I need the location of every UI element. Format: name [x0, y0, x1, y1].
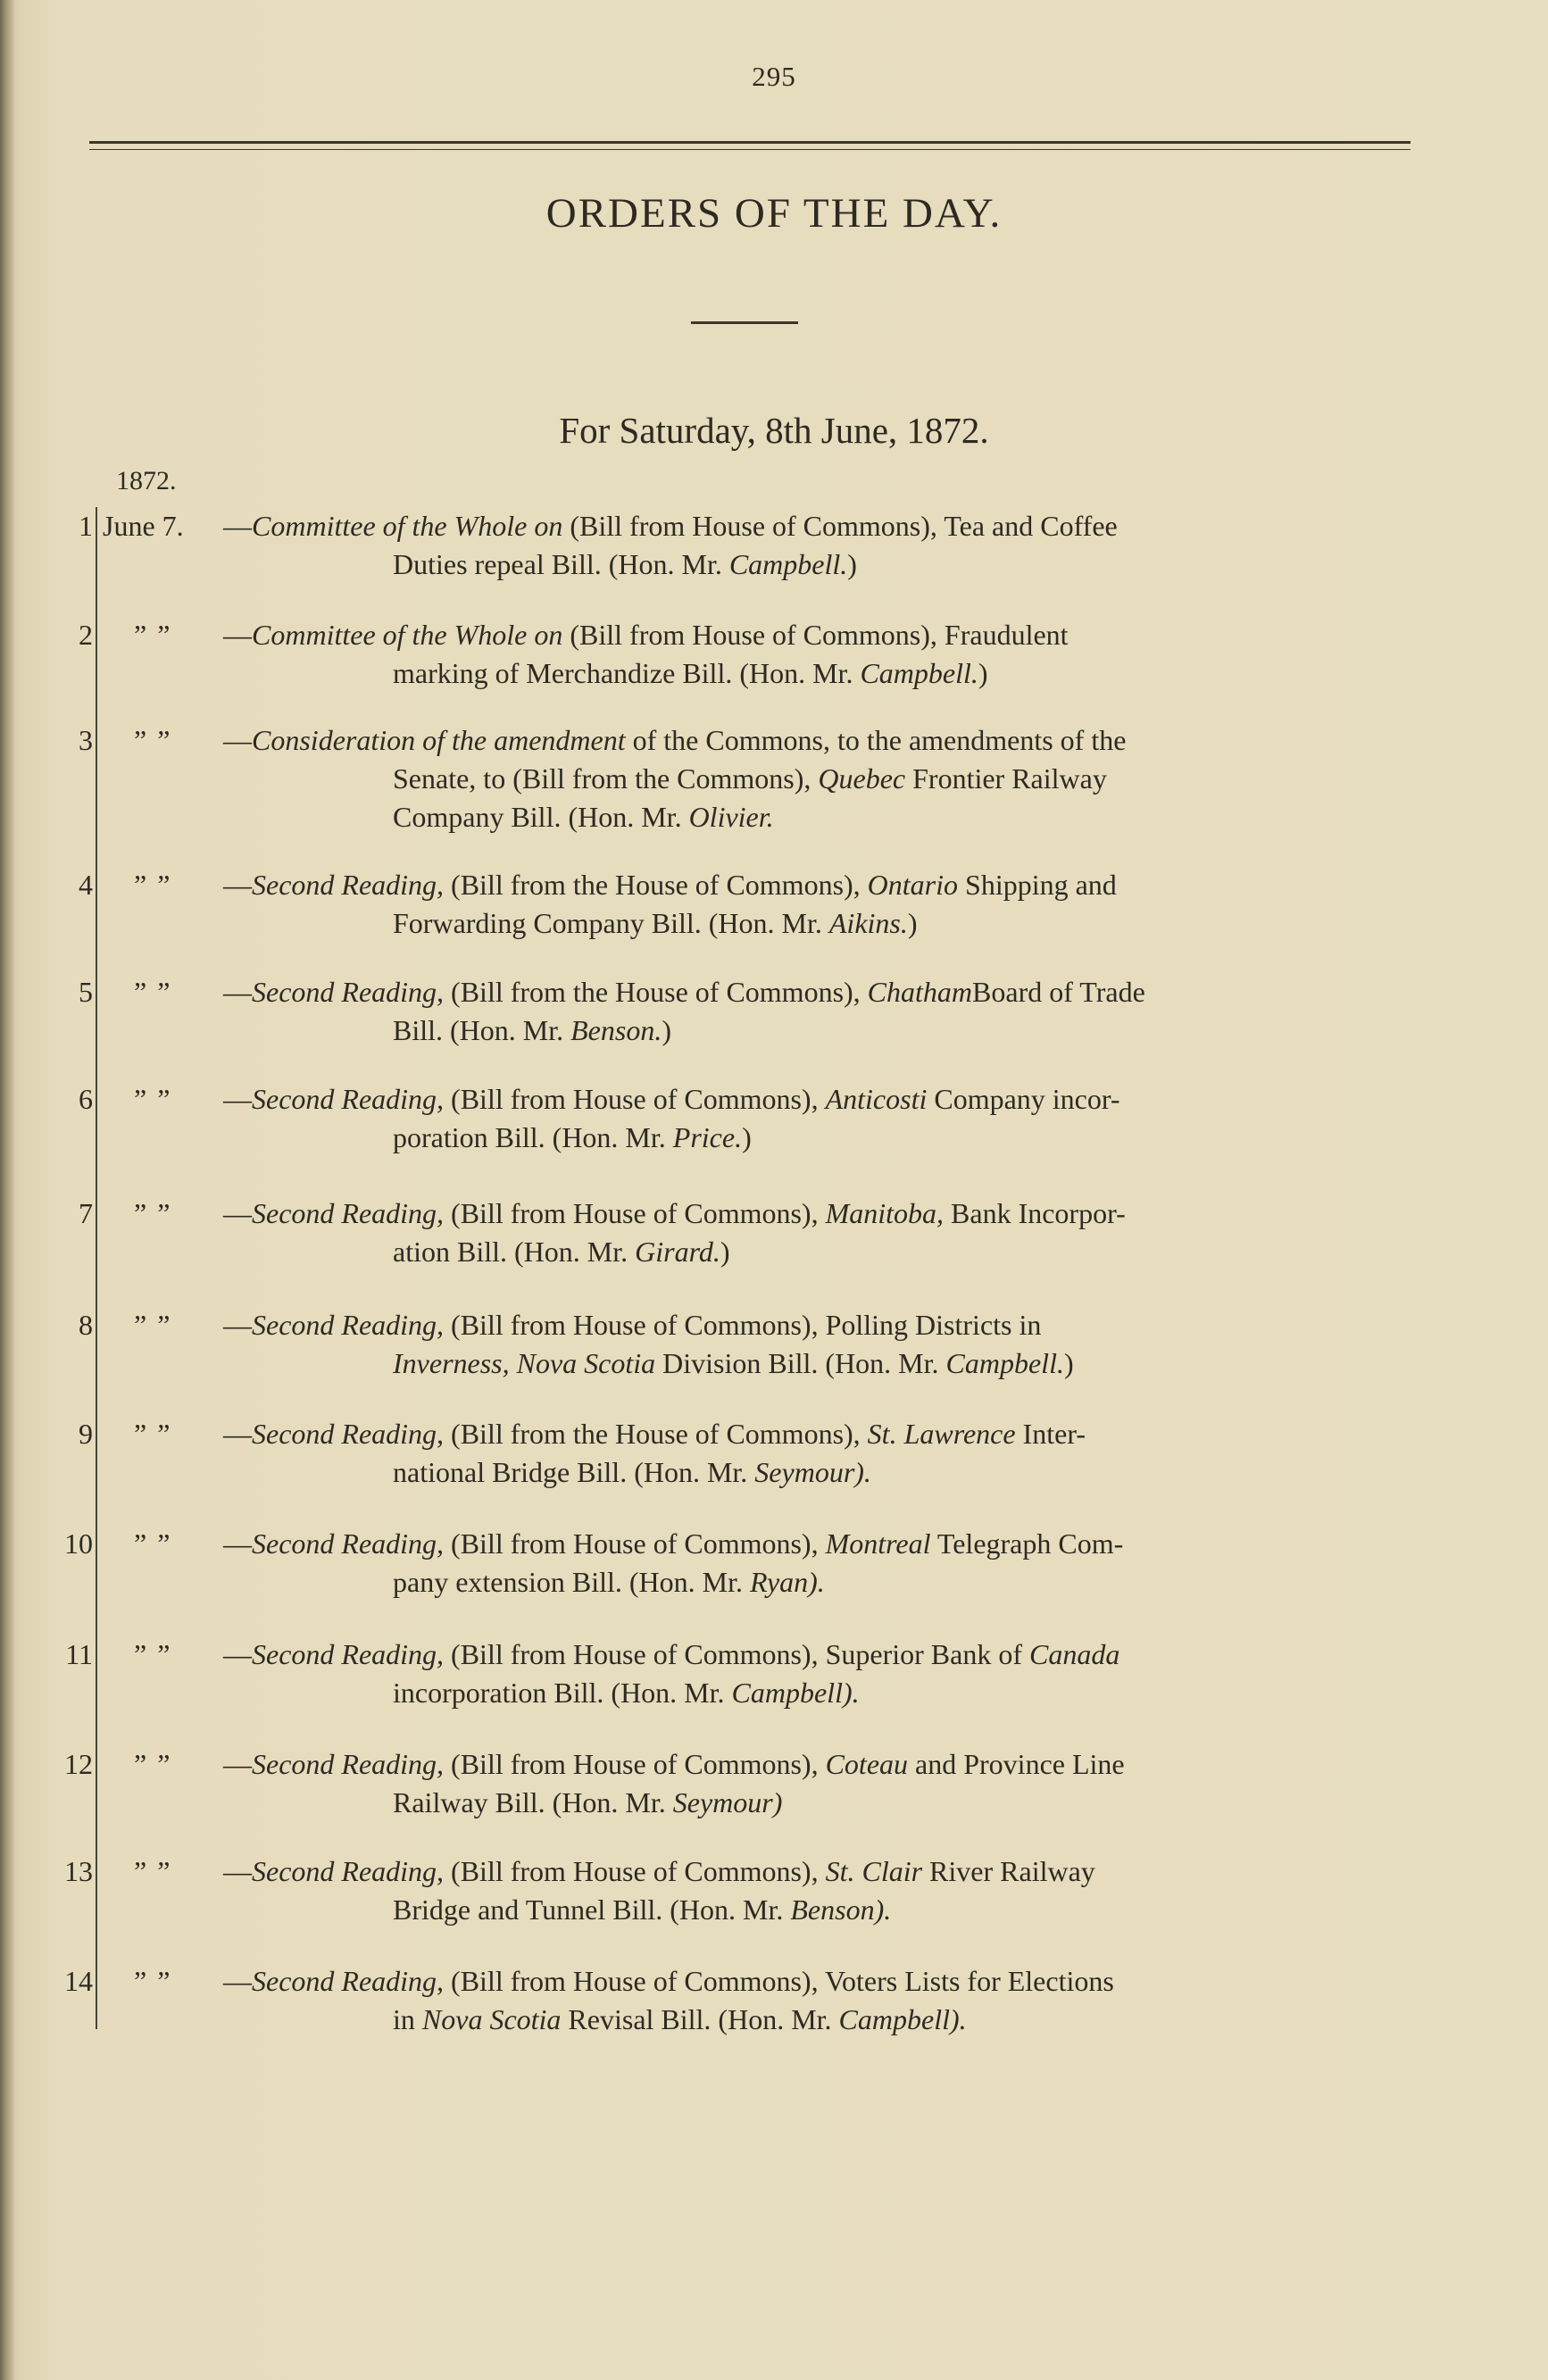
order-item: [0, 1194, 1548, 1284]
italic-run: Montreal: [825, 1527, 931, 1560]
order-text: [223, 1306, 1416, 1383]
order-date: June 7.: [103, 510, 184, 542]
order-text: [223, 1852, 1416, 1929]
header-rule-thin: [89, 149, 1411, 150]
italic-run: Campbell).: [731, 1677, 860, 1709]
order-text-line: —Committee of the Whole on (Bill from House of Commons), Fraudulent: [223, 619, 1069, 651]
italic-run: Campbell.: [728, 548, 848, 580]
italic-run: St. Lawrence: [867, 1418, 1016, 1450]
order-text-line: Forwarding Company Bill. (Hon. Mr. Aikins.): [393, 907, 918, 939]
order-text: [223, 1525, 1416, 1602]
order-text-line: poration Bill. (Hon. Mr. Price.): [393, 1121, 752, 1153]
order-number: 1: [79, 510, 93, 542]
order-number: 7: [79, 1197, 93, 1229]
order-number: 13: [64, 1855, 93, 1887]
order-text: [223, 973, 1416, 1050]
italic-run: Price.: [672, 1121, 743, 1153]
order-text-line: ation Bill. (Hon. Mr. Girard.): [393, 1236, 730, 1268]
italic-run: Nova Scotia: [421, 2003, 562, 2035]
order-text: [223, 507, 1416, 584]
order-text: [223, 721, 1416, 836]
order-text-line: Railway Bill. (Hon. Mr. Seymour): [393, 1786, 783, 1818]
italic-run: Second Reading,: [252, 1965, 445, 1997]
order-number: 14: [64, 1965, 93, 1997]
italic-run: Anticosti: [825, 1083, 928, 1115]
order-text-line: —Second Reading, (Bill from House of Commons), Montreal Telegraph Com-: [223, 1527, 1124, 1560]
italic-run: Second Reading,: [252, 1197, 445, 1229]
italic-run: Inverness, Nova Scotia: [393, 1347, 656, 1379]
italic-run: Seymour): [672, 1786, 783, 1818]
order-text-line: —Second Reading, (Bill from House of Commons), Superior Bank of Canada: [223, 1638, 1120, 1670]
italic-run: Ryan).: [749, 1566, 825, 1598]
italic-run: Campbell).: [838, 2003, 967, 2035]
order-text: [223, 1415, 1416, 1492]
italic-run: Chatham: [867, 976, 973, 1008]
italic-run: Second Reading,: [252, 1855, 445, 1887]
ditto-marks: ” ”: [134, 976, 172, 1008]
order-text: [223, 1194, 1416, 1271]
order-number: 8: [79, 1309, 93, 1341]
italic-run: Benson).: [790, 1893, 892, 1926]
ditto-marks: ” ”: [134, 1638, 172, 1670]
ditto-marks: ” ”: [134, 1418, 172, 1450]
order-text-line: Bill. (Hon. Mr. Benson.): [393, 1014, 671, 1046]
order-item: [0, 866, 1548, 955]
italic-run: Second Reading,: [252, 1418, 445, 1450]
order-item: [0, 1415, 1548, 1504]
ditto-marks: ” ”: [134, 1855, 172, 1887]
order-text: [223, 1635, 1416, 1712]
order-text-line: in Nova Scotia Revisal Bill. (Hon. Mr. Campbell).: [393, 2003, 967, 2035]
italic-run: Second Reading,: [252, 1527, 445, 1560]
order-text: [223, 1745, 1416, 1822]
italic-run: Canada: [1028, 1638, 1120, 1670]
order-number: 3: [79, 724, 93, 756]
order-text-line: —Committee of the Whole on (Bill from House of Commons), Tea and Coffee: [223, 510, 1118, 542]
header-rule-thick: [89, 141, 1411, 144]
italic-run: Girard.: [635, 1236, 720, 1268]
italic-run: Quebec: [818, 762, 906, 795]
ditto-marks: ” ”: [134, 1965, 172, 1997]
italic-run: Second Reading,: [252, 869, 445, 901]
order-text-line: Inverness, Nova Scotia Division Bill. (Hon. Mr. Campbell.): [393, 1347, 1074, 1379]
ditto-marks: ” ”: [134, 869, 172, 901]
order-text-line: —Second Reading, (Bill from House of Commons), Anticosti Company incor-: [223, 1083, 1120, 1115]
order-item: [0, 1962, 1548, 2051]
order-item: [0, 1080, 1548, 1169]
order-text-line: —Second Reading, (Bill from the House of Commons), Ontario Shipping and: [223, 869, 1117, 901]
ditto-marks: ” ”: [134, 1748, 172, 1780]
order-text: [223, 866, 1416, 943]
order-text-line: —Second Reading, (Bill from House of Commons), St. Clair River Railway: [223, 1855, 1095, 1887]
italic-run: Manitoba,: [825, 1197, 945, 1229]
order-number: 9: [79, 1418, 93, 1450]
italic-run: Committee of the Whole on: [252, 510, 563, 542]
year-label: 1872.: [116, 466, 177, 495]
order-number: 10: [64, 1527, 93, 1560]
order-text-line: —Second Reading, (Bill from House of Commons), Polling Districts in: [223, 1309, 1042, 1341]
italic-run: Second Reading,: [252, 1748, 445, 1780]
order-item: [0, 1635, 1548, 1725]
ditto-marks: ” ”: [134, 619, 172, 651]
order-text-line: —Second Reading, (Bill from the House of Commons), St. Lawrence Inter-: [223, 1418, 1086, 1450]
order-text: [223, 1080, 1416, 1157]
order-number: 5: [79, 976, 93, 1008]
sitting-date-title: For Saturday, 8th June, 1872.: [559, 410, 989, 451]
order-item: [0, 1852, 1548, 1942]
order-number: 11: [65, 1638, 93, 1670]
order-number: 2: [79, 619, 93, 651]
order-number: 12: [64, 1748, 93, 1780]
italic-run: Committee of the Whole on: [252, 619, 563, 651]
order-text-line: —Consideration of the amendment of the Commons, to the amendments of the: [223, 724, 1127, 756]
order-item: [0, 1745, 1548, 1835]
italic-run: Benson.: [570, 1014, 662, 1046]
ditto-marks: ” ”: [134, 724, 172, 756]
order-number: 6: [79, 1083, 93, 1115]
order-item: [0, 616, 1548, 705]
order-item: [0, 721, 1548, 833]
order-item: [0, 1525, 1548, 1614]
italic-run: Second Reading,: [252, 1083, 445, 1115]
order-text-line: Senate, to (Bill from the Commons), Quebec Frontier Railway: [393, 762, 1107, 795]
italic-run: Ontario: [867, 869, 959, 901]
italic-run: Second Reading,: [252, 1309, 445, 1341]
italic-run: Second Reading,: [252, 1638, 445, 1670]
order-text-line: Duties repeal Bill. (Hon. Mr. Campbell.): [393, 548, 857, 580]
heading-divider: [691, 321, 798, 324]
ditto-marks: ” ”: [134, 1083, 172, 1115]
italic-run: Seymour).: [754, 1456, 871, 1488]
italic-run: Campbell.: [945, 1347, 1064, 1379]
italic-run: Aikins.: [828, 907, 908, 939]
order-text-line: Company Bill. (Hon. Mr. Olivier.: [393, 801, 774, 833]
order-item: [0, 507, 1548, 596]
order-text: [223, 1962, 1416, 2039]
italic-run: Second Reading,: [252, 976, 445, 1008]
order-text-line: incorporation Bill. (Hon. Mr. Campbell).: [393, 1677, 860, 1709]
order-text-line: —Second Reading, (Bill from House of Commons), Voters Lists for Elections: [223, 1965, 1114, 1997]
order-text-line: pany extension Bill. (Hon. Mr. Ryan).: [393, 1566, 825, 1598]
italic-run: Olivier.: [688, 801, 774, 833]
italic-run: Coteau: [825, 1748, 909, 1780]
ditto-marks: ” ”: [134, 1197, 172, 1229]
ditto-marks: ” ”: [134, 1527, 172, 1560]
order-item: [0, 973, 1548, 1062]
order-text-line: —Second Reading, (Bill from House of Commons), Coteau and Province Line: [223, 1748, 1125, 1780]
page-heading: ORDERS OF THE DAY.: [545, 190, 1003, 237]
order-text-line: national Bridge Bill. (Hon. Mr. Seymour).: [393, 1456, 871, 1488]
order-text-line: Bridge and Tunnel Bill. (Hon. Mr. Benson).: [393, 1893, 892, 1926]
order-text: [223, 616, 1416, 693]
order-text-line: —Second Reading, (Bill from the House of Commons), ChathamBoard of Trade: [223, 976, 1145, 1008]
page-number: 295: [752, 61, 796, 92]
italic-run: Consideration of the amendment: [252, 724, 626, 756]
order-item: [0, 1306, 1548, 1395]
order-text-line: marking of Merchandize Bill. (Hon. Mr. Campbell.): [393, 657, 988, 689]
order-text-line: —Second Reading, (Bill from House of Commons), Manitoba, Bank Incorpor-: [223, 1197, 1126, 1229]
order-number: 4: [79, 869, 93, 901]
italic-run: Campbell.: [860, 657, 978, 689]
ditto-marks: ” ”: [134, 1309, 172, 1341]
italic-run: St. Clair: [825, 1855, 923, 1887]
